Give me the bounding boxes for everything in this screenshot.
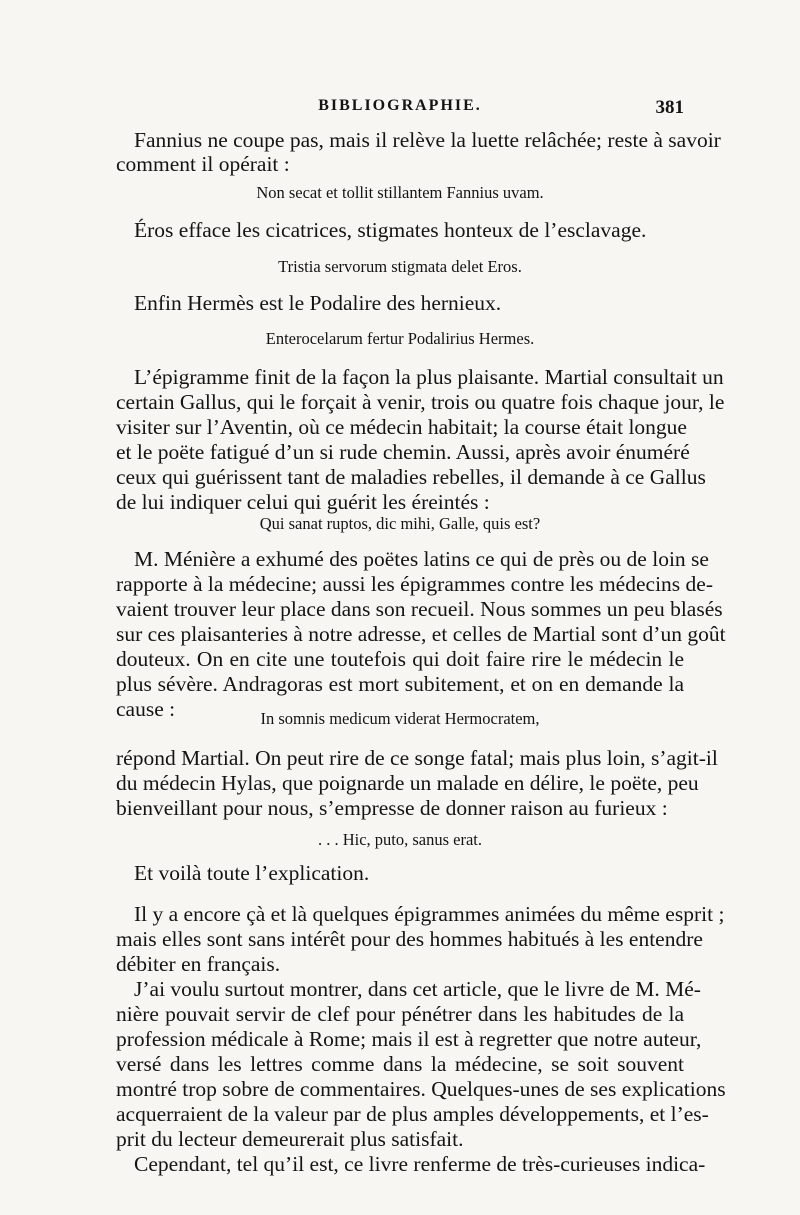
- text-line: plus sévère. Andragoras est mort subitement, et on en demande la: [116, 672, 684, 696]
- text-line: du médecin Hylas, que poignarde un malade en délire, le poëte, peu: [116, 771, 699, 795]
- text-line: nière pouvait servir de clef pour pénétrer dans les habitudes de la: [116, 1002, 684, 1026]
- text-line: vaient trouver leur place dans son recueil. Nous sommes un peu blasés: [116, 597, 723, 621]
- latin-quote: Tristia servorum stigmata delet Eros.: [278, 257, 522, 276]
- text-line: certain Gallus, qui le forçait à venir, trois ou quatre fois chaque jour, le: [116, 390, 725, 414]
- text-line: sur ces plaisanteries à notre adresse, et celles de Martial sont d’un goût: [116, 622, 726, 646]
- text-line: Cependant, tel qu’il est, ce livre renferme de très-curieuses indica-: [134, 1152, 706, 1176]
- text-line: débiter en français.: [116, 952, 281, 976]
- text-line: répond Martial. On peut rire de ce songe fatal; mais plus loin, s’agit-il: [116, 746, 718, 770]
- page-header: [116, 97, 684, 123]
- latin-quote: Non secat et tollit stillantem Fannius uvam.: [256, 183, 544, 202]
- text-line: acquerraient de la valeur par de plus amples développements, et l’es-: [116, 1102, 709, 1126]
- text-line: profession médicale à Rome; mais il est à regretter que notre auteur,: [116, 1027, 702, 1051]
- text-line: comment il opérait :: [116, 152, 290, 176]
- text-line: cause :: [116, 697, 176, 721]
- text-line: Enfin Hermès est le Podalire des hernieux.: [134, 291, 502, 315]
- latin-quote: In somnis medicum viderat Hermocratem,: [260, 709, 540, 728]
- text-line: douteux. On en cite une toutefois qui doit faire rire le médecin le: [116, 647, 684, 671]
- text-line: Éros efface les cicatrices, stigmates honteux de l’esclavage.: [134, 218, 647, 242]
- text-line: L’épigramme finit de la façon la plus plaisante. Martial consultait un: [134, 365, 724, 389]
- page-number: 381: [655, 97, 684, 118]
- text-line: Fannius ne coupe pas, mais il relève la luette relâchée; reste à savoir: [134, 128, 721, 152]
- text-line: rapporte à la médecine; aussi les épigrammes contre les médecins de-: [116, 572, 713, 596]
- text-line: et le poëte fatigué d’un si rude chemin. Aussi, après avoir énuméré: [116, 440, 690, 464]
- text-line: mais elles sont sans intérêt pour des hommes habitués à les entendre: [116, 927, 703, 951]
- text-line: de lui indiquer celui qui guérit les éreintés :: [116, 490, 490, 514]
- text-line: versé dans les lettres comme dans la médecine, se soit souvent: [116, 1052, 684, 1076]
- text-line: montré trop sobre de commentaires. Quelques-unes de ses explications: [116, 1077, 726, 1101]
- text-line: bienveillant pour nous, s’empresse de donner raison au furieux :: [116, 796, 668, 820]
- running-title: BIBLIOGRAPHIE.: [318, 97, 482, 114]
- text-line: M. Ménière a exhumé des poëtes latins ce qui de près ou de loin se: [134, 547, 709, 571]
- text-line: Il y a encore çà et là quelques épigrammes animées du même esprit ;: [134, 902, 725, 926]
- text-line: visiter sur l’Aventin, où ce médecin habitait; la course était longue: [116, 415, 687, 439]
- text-line: prit du lecteur demeurerait plus satisfait.: [116, 1127, 464, 1151]
- text-line: J’ai voulu surtout montrer, dans cet article, que le livre de M. Mé-: [134, 977, 701, 1001]
- text-line: Et voilà toute l’explication.: [134, 861, 370, 885]
- latin-quote: . . . Hic, puto, sanus erat.: [317, 830, 483, 849]
- latin-quote: Enterocelarum fertur Podalirius Hermes.: [265, 329, 535, 348]
- latin-quote: Qui sanat ruptos, dic mihi, Galle, quis est?: [259, 514, 541, 533]
- text-line: ceux qui guérissent tant de maladies rebelles, il demande à ce Gallus: [116, 465, 706, 489]
